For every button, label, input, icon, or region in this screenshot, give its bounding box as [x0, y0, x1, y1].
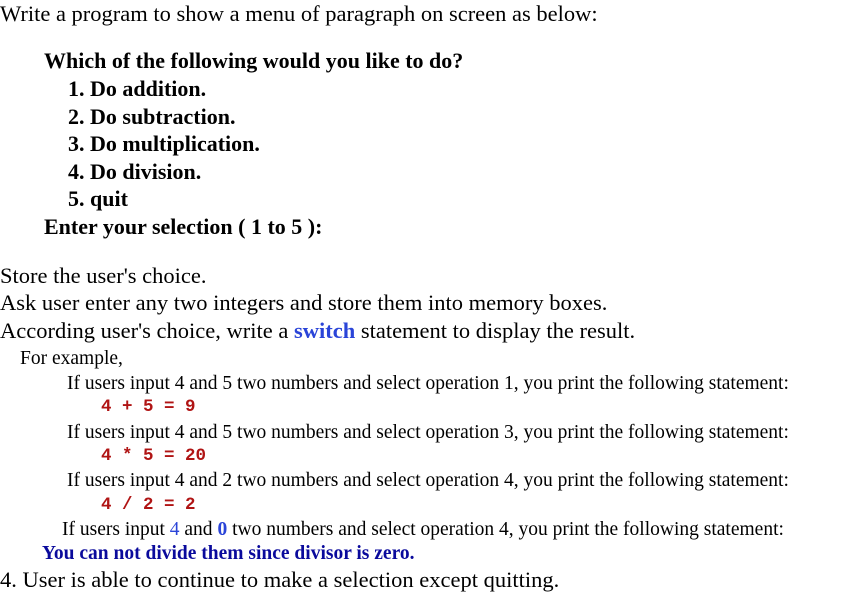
example-heading: For example,: [20, 348, 123, 369]
step-switch-before: According user's choice, write a: [0, 318, 294, 343]
menu-option-division: 4. Do division.: [68, 159, 202, 184]
step-store-choice: Store the user's choice.: [0, 263, 207, 288]
example-case-addition: If users input 4 and 5 two numbers and select operation 1, you print the following statement:: [67, 373, 789, 394]
example-case-zero-divisor: [62, 520, 784, 540]
example-output-addition: 4 + 5 = 9: [101, 397, 196, 417]
menu-question: Which of the following would you like to do?: [44, 48, 464, 73]
step-switch-after: statement to display the result.: [355, 318, 636, 343]
example-output-division: 4 / 2 = 2: [101, 495, 196, 515]
zero-case-middle: and: [179, 519, 218, 540]
menu-prompt: Enter your selection ( 1 to 5 ):: [44, 214, 323, 239]
menu-option-addition: 1. Do addition.: [68, 76, 207, 101]
example-case-multiplication: If users input 4 and 5 two numbers and select operation 3, you print the following statement:: [67, 422, 789, 443]
step-ask-integers: Ask user enter any two integers and store them into memory boxes.: [0, 290, 608, 315]
example-output-zero-divisor: You can not divide them since divisor is zero.: [42, 543, 415, 564]
example-output-multiplication: 4 * 5 = 20: [101, 446, 207, 466]
switch-keyword: switch: [293, 318, 356, 343]
menu-option-subtraction: 2. Do subtraction.: [68, 104, 236, 129]
zero-case-prefix: If users input: [62, 519, 170, 540]
example-case-division: If users input 4 and 2 two numbers and select operation 4, you print the following statement:: [67, 470, 789, 491]
step-switch-statement: [0, 320, 635, 343]
menu-option-quit: 5. quit: [68, 186, 128, 211]
intro-text: Write a program to show a menu of paragraph on screen as below:: [0, 1, 598, 26]
menu-option-multiplication: 3. Do multiplication.: [68, 131, 260, 156]
zero-case-suffix: two numbers and select operation 4, you print the following statement:: [227, 519, 784, 540]
zero-case-num1: 4: [169, 519, 180, 540]
zero-case-num2: 0: [217, 519, 228, 540]
final-step: 4. User is able to continue to make a selection except quitting.: [0, 567, 560, 592]
